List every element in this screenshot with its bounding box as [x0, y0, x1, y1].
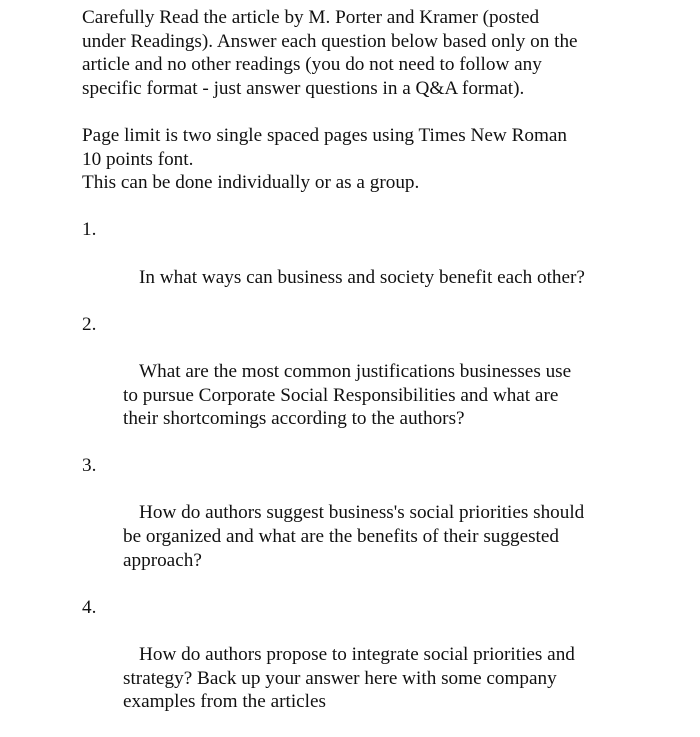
question-text: How do authors suggest business's social priorities should be organized and what are the benefits of their suggested approach?: [123, 502, 585, 571]
question-text: How do authors propose to integrate social priorities and strategy? Back up your answer here with some company examples from the articles: [123, 644, 575, 713]
question-item: [82, 596, 682, 737]
assignment-document: [82, 6, 682, 737]
question-text: In what ways can business and society benefit each other?: [139, 266, 585, 288]
question-list: [82, 218, 682, 737]
question-item: [82, 313, 682, 455]
question-item: [82, 218, 682, 312]
question-number: 1.: [82, 219, 97, 241]
question-number: 2.: [82, 313, 97, 335]
question-item: [82, 454, 682, 596]
intro-paragraph: Carefully Read the article by M. Porter and Kramer (posted under Readings). Answer each question below based only on the article and no other readings (you do not need to follow any specific format - just answer questions in a Q&A format).: [82, 7, 578, 99]
question-text: What are the most common justifications businesses use to pursue Corporate Social Responsibilities and what are their shortcomings according to the authors?: [123, 360, 572, 430]
question-number: 3.: [82, 455, 97, 477]
question-number: 4.: [82, 596, 97, 618]
limits-paragraph: Page limit is two single spaced pages using Times New Roman 10 points font. This can be done individually or as a group.: [82, 124, 567, 194]
